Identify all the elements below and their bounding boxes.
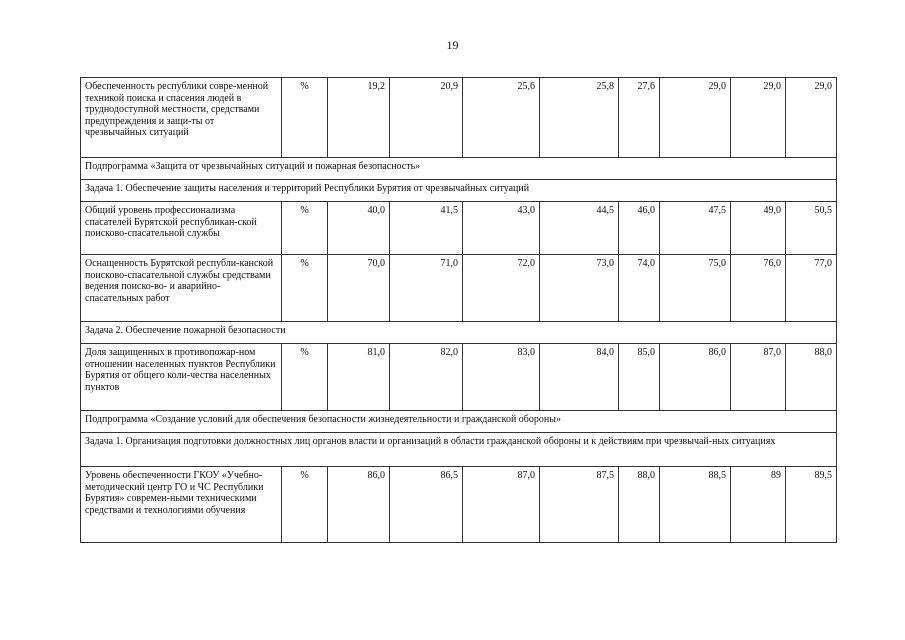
indicator-value: 81,0	[328, 344, 390, 411]
indicator-value: 88,5	[660, 467, 731, 543]
task-heading: Задача 1. Организация подготовки должностных лиц органов власти и организаций в области гражданской обороны и к действиям при чрезвычай-ных ситуациях	[81, 433, 837, 467]
indicator-name: Доля защищенных в противопожар-ном отношении населенных пунктов Республики Бурятия от общего коли-чества населенных пунктов	[81, 344, 282, 411]
indicator-value: 20,9	[390, 78, 463, 158]
indicator-value: 77,0	[786, 255, 837, 322]
task-heading: Задача 1. Обеспечение защиты населения и территорий Республики Бурятия от чрезвычайных ситуаций	[81, 180, 837, 202]
indicator-value: 76,0	[731, 255, 786, 322]
indicator-value: 74,0	[619, 255, 660, 322]
indicator-value: 44,5	[540, 202, 619, 255]
indicator-value: 70,0	[328, 255, 390, 322]
indicator-value: 84,0	[540, 344, 619, 411]
table-row	[81, 255, 837, 322]
table-row	[81, 467, 837, 543]
indicator-value: 29,0	[731, 78, 786, 158]
subprogram-heading: Подпрограмма «Защита от чрезвычайных ситуаций и пожарная безопасность»	[81, 158, 837, 180]
indicator-value: 88,0	[619, 467, 660, 543]
indicator-value: 50,5	[786, 202, 837, 255]
indicator-value: 86,0	[660, 344, 731, 411]
indicator-value: 89	[731, 467, 786, 543]
indicator-value: 86,5	[390, 467, 463, 543]
section-row	[81, 433, 837, 467]
indicator-value: 40,0	[328, 202, 390, 255]
indicator-value: 29,0	[660, 78, 731, 158]
table-row	[81, 202, 837, 255]
table-row	[81, 344, 837, 411]
indicator-unit: %	[282, 78, 328, 158]
subprogram-heading: Подпрограмма «Создание условий для обеспечения безопасности жизнедеятельности и гражданской обороны»	[81, 411, 837, 433]
indicator-value: 72,0	[463, 255, 540, 322]
indicator-unit: %	[282, 344, 328, 411]
section-row	[81, 158, 837, 180]
indicator-unit: %	[282, 255, 328, 322]
indicator-value: 87,0	[731, 344, 786, 411]
indicator-value: 49,0	[731, 202, 786, 255]
indicator-value: 29,0	[786, 78, 837, 158]
indicator-value: 25,6	[463, 78, 540, 158]
indicator-value: 83,0	[463, 344, 540, 411]
indicators-table	[80, 77, 837, 543]
indicator-value: 47,5	[660, 202, 731, 255]
task-heading: Задача 2. Обеспечение пожарной безопасности	[81, 322, 837, 344]
indicator-name: Обеспеченность республики совре-менной техникой поиска и спасения людей в труднодоступной местности, средствами предупреждения и защи-ты от чрезвычайных ситуаций	[81, 78, 282, 158]
indicator-value: 89,5	[786, 467, 837, 543]
section-row	[81, 180, 837, 202]
indicator-value: 46,0	[619, 202, 660, 255]
page-number: 19	[446, 38, 459, 52]
indicator-unit: %	[282, 202, 328, 255]
indicator-value: 27,6	[619, 78, 660, 158]
indicator-value: 75,0	[660, 255, 731, 322]
indicator-value: 85,0	[619, 344, 660, 411]
indicator-value: 88,0	[786, 344, 837, 411]
indicator-value: 87,0	[463, 467, 540, 543]
indicator-value: 43,0	[463, 202, 540, 255]
table-row	[81, 78, 837, 158]
indicator-value: 71,0	[390, 255, 463, 322]
section-row	[81, 322, 837, 344]
indicator-name: Уровень обеспеченности ГКОУ «Учебно-методический центр ГО и ЧС Республики Бурятия» современ-ными техническими средствами и технологиями обучения	[81, 467, 282, 543]
indicator-value: 25,8	[540, 78, 619, 158]
indicator-value: 86,0	[328, 467, 390, 543]
indicator-value: 41,5	[390, 202, 463, 255]
indicator-value: 87,5	[540, 467, 619, 543]
section-row	[81, 411, 837, 433]
indicator-value: 73,0	[540, 255, 619, 322]
indicator-unit: %	[282, 467, 328, 543]
indicator-value: 82,0	[390, 344, 463, 411]
indicator-name: Общий уровень профессионализма спасателей Бурятской республикан-ской поисково-спасательной службы	[81, 202, 282, 255]
indicator-name: Оснащенность Бурятской республи-канской поисково-спасательной службы средствами ведения поиско-во- и аварийно-спасательных работ	[81, 255, 282, 322]
indicator-value: 19,2	[328, 78, 390, 158]
